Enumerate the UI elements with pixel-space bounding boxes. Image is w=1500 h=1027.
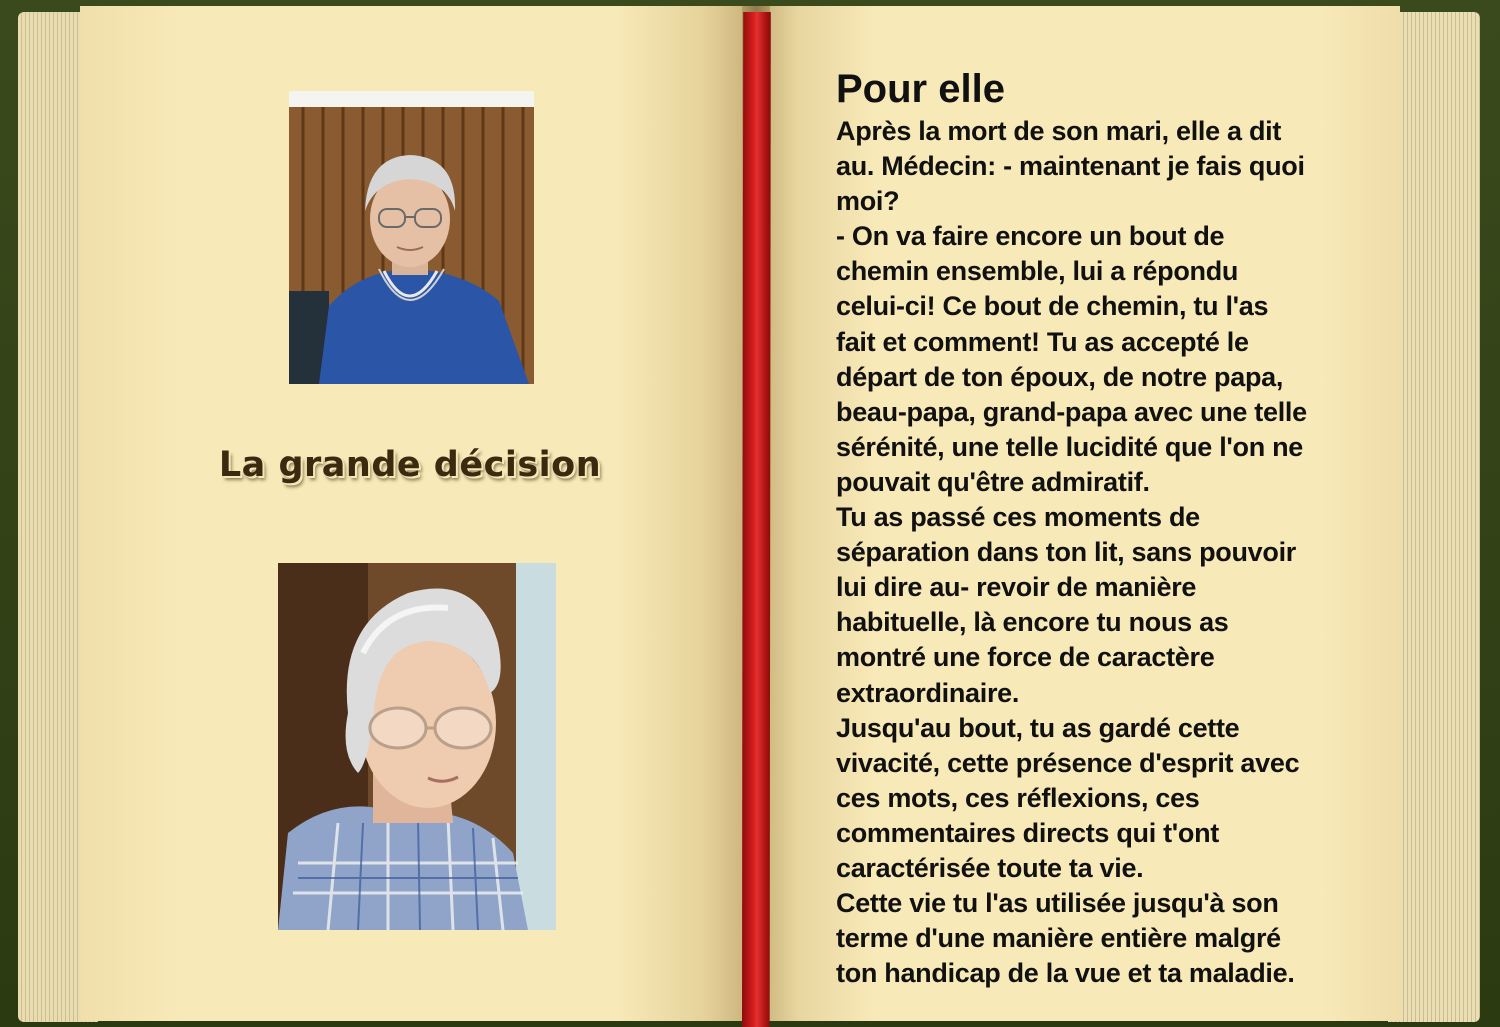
text-line: celui-ci! Ce bout de chemin, tu l'as bbox=[836, 291, 1269, 322]
text-line: vivacité, cette présence d'esprit avec bbox=[836, 747, 1300, 778]
text-line: sérénité, une telle lucidité que l'on ne bbox=[836, 431, 1304, 462]
text-line: habituelle, là encore tu nous as bbox=[836, 607, 1229, 638]
text-line: caractérisée toute ta vie. bbox=[836, 852, 1144, 883]
text-line: Après la mort de son mari, elle a dit bbox=[836, 116, 1282, 146]
text-line: lui dire au- revoir de manière bbox=[836, 572, 1197, 603]
text-line: au. Médecin: - maintenant je fais quoi bbox=[836, 151, 1305, 182]
text-line: chemin ensemble, lui a répondu bbox=[836, 256, 1239, 287]
text-line: extraordinaire. bbox=[836, 677, 1020, 708]
right-page-edges bbox=[1388, 12, 1480, 1022]
ribbon-bookmark-icon bbox=[742, 12, 772, 1027]
text-line: ces mots, ces réflexions, ces bbox=[836, 782, 1200, 813]
text-line: départ de ton époux, de notre papa, bbox=[836, 361, 1284, 392]
text-line: ton handicap de la vue et ta maladie. bbox=[836, 958, 1295, 989]
tribute-text bbox=[836, 114, 1366, 991]
text-line: beau-papa, grand-papa avec une telle bbox=[836, 396, 1307, 427]
right-page-title: Pour elle bbox=[836, 67, 1005, 111]
text-line: Jusqu'au bout, tu as gardé cette bbox=[836, 712, 1240, 743]
text-line: Tu as passé ces moments de bbox=[836, 502, 1200, 533]
left-page-title: La grande décision bbox=[218, 445, 602, 485]
portrait-photo-plaid-shirt-icon bbox=[278, 563, 556, 930]
text-line: montré une force de caractère bbox=[836, 642, 1215, 673]
text-line: commentaires directs qui t'ont bbox=[836, 817, 1220, 848]
text-line: moi? bbox=[836, 186, 900, 217]
text-line: - On va faire encore un bout de bbox=[836, 221, 1225, 252]
portrait-photo-blue-dress-icon bbox=[289, 91, 534, 384]
text-line: séparation dans ton lit, sans pouvoir bbox=[836, 537, 1296, 568]
text-line: Cette vie tu l'as utilisée jusqu'à son bbox=[836, 888, 1279, 919]
text-line: terme d'une manière entière malgré bbox=[836, 923, 1281, 954]
text-line: fait et comment! Tu as accepté le bbox=[836, 326, 1249, 357]
text-line: pouvait qu'être admiratif. bbox=[836, 466, 1150, 497]
